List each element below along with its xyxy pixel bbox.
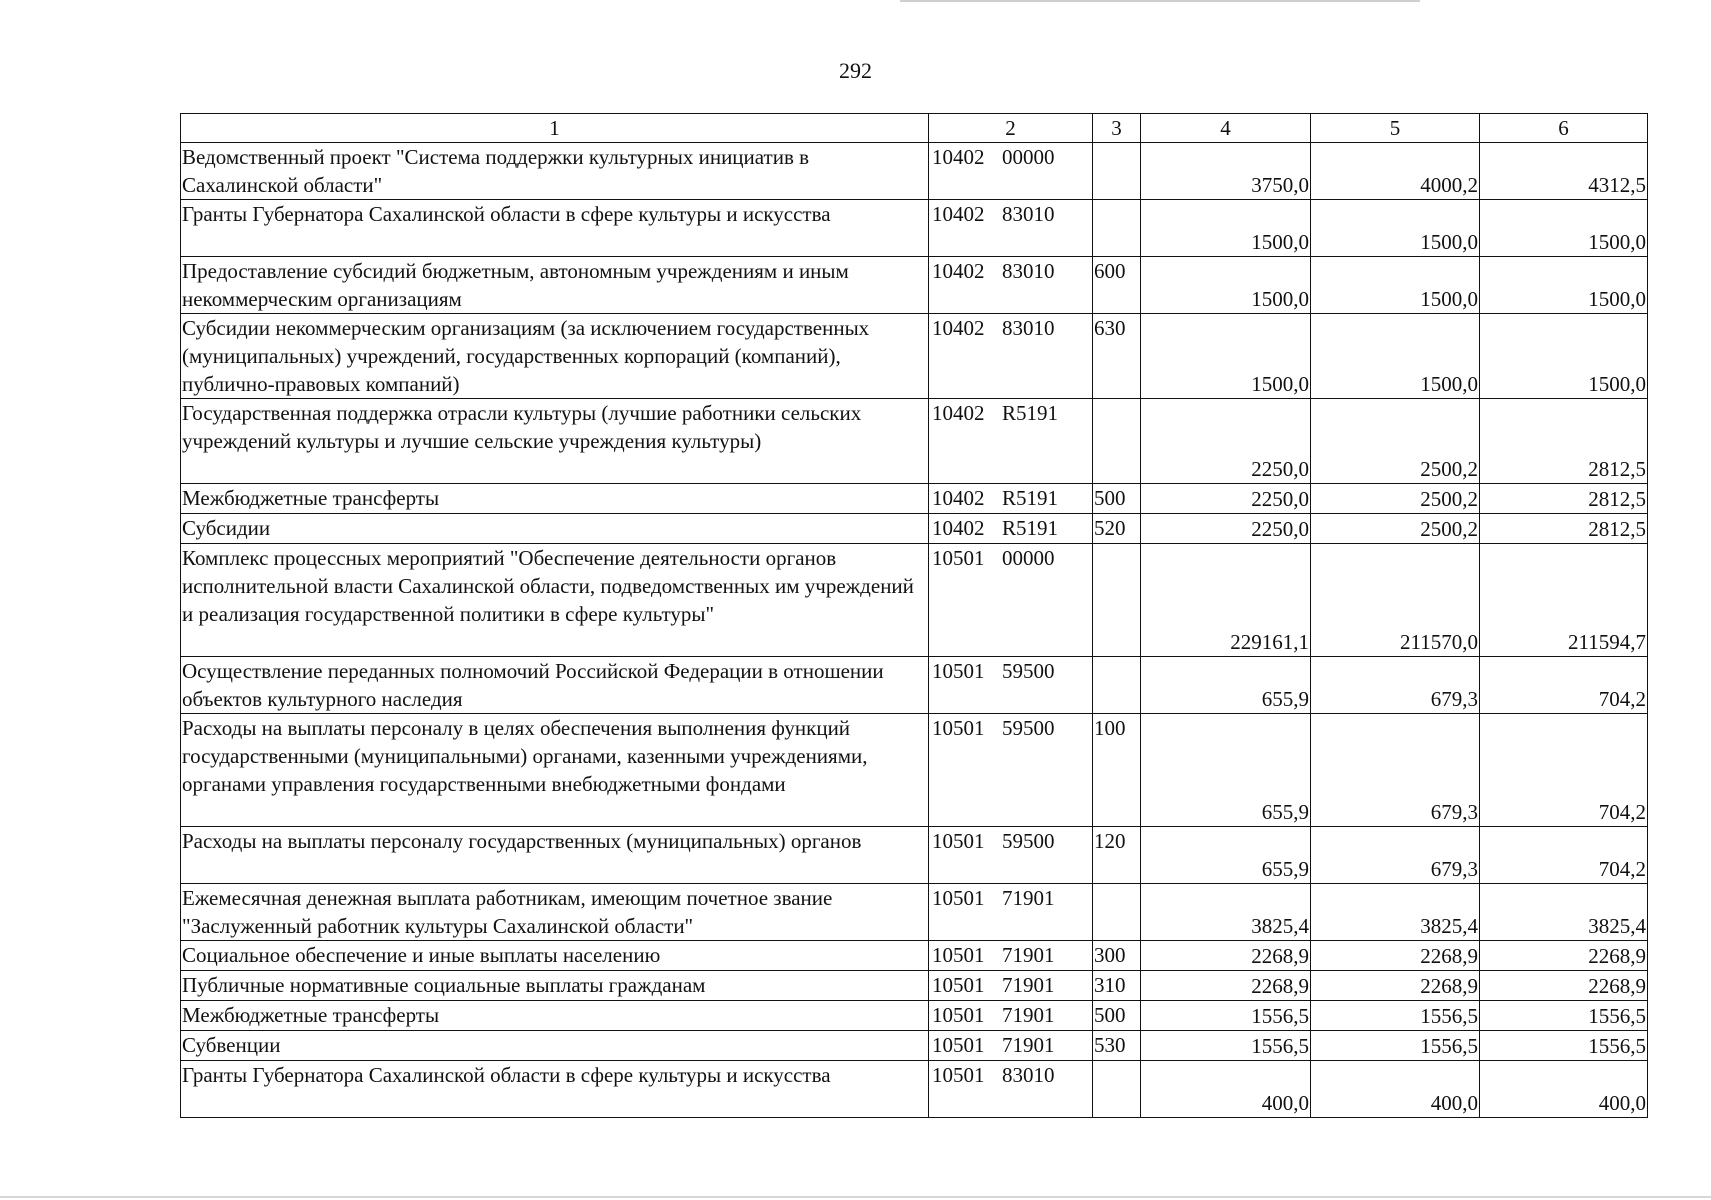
row-code-direction: 71901 — [1002, 943, 1055, 967]
row-code — [929, 827, 1093, 884]
row-name: Расходы на выплаты персоналу государственных (муниципальных) органов — [181, 827, 929, 884]
row-value-5: 679,3 — [1311, 657, 1480, 714]
scan-artifact-top-line — [900, 0, 1420, 2]
row-code — [929, 544, 1093, 657]
row-value-6: 2812,5 — [1480, 514, 1648, 544]
row-value-5: 400,0 — [1311, 1061, 1480, 1118]
row-code-program: 10501 — [932, 1033, 985, 1057]
row-value-5: 1556,5 — [1311, 1001, 1480, 1031]
row-value-4: 655,9 — [1141, 714, 1311, 827]
row-code-program: 10501 — [932, 886, 985, 910]
row-value-5: 2268,9 — [1311, 971, 1480, 1001]
row-name: Ведомственный проект "Система поддержки культурных инициатив в Сахалинской области" — [181, 143, 929, 200]
row-expense-type: 120 — [1093, 827, 1141, 884]
row-code-program: 10402 — [932, 202, 985, 226]
row-code — [929, 399, 1093, 484]
row-value-4: 3825,4 — [1141, 884, 1311, 941]
row-name: Межбюджетные трансферты — [181, 1001, 929, 1031]
row-value-5: 2500,2 — [1311, 484, 1480, 514]
row-name: Расходы на выплаты персоналу в целях обеспечения выполнения функций государственными (муниципальными) органами, казенными учреждениями, органами управления государственными внебюджетными фондами — [181, 714, 929, 827]
row-code-direction: 83010 — [1002, 1063, 1055, 1087]
table-row — [181, 257, 1648, 314]
row-value-5: 4000,2 — [1311, 143, 1480, 200]
row-value-4: 1556,5 — [1141, 1031, 1311, 1061]
budget-table — [180, 113, 1648, 1118]
row-name: Государственная поддержка отрасли культуры (лучшие работники сельских учреждений культуры и лучшие сельские учреждения культуры) — [181, 399, 929, 484]
row-code-direction: 71901 — [1002, 973, 1055, 997]
row-expense-type — [1093, 143, 1141, 200]
row-expense-type: 100 — [1093, 714, 1141, 827]
table-header-row — [181, 114, 1648, 143]
row-value-5: 2500,2 — [1311, 399, 1480, 484]
row-code — [929, 1031, 1093, 1061]
row-name: Предоставление субсидий бюджетным, автономным учреждениям и иным некоммерческим организациям — [181, 257, 929, 314]
row-name: Публичные нормативные социальные выплаты гражданам — [181, 971, 929, 1001]
row-expense-type — [1093, 657, 1141, 714]
row-name: Межбюджетные трансферты — [181, 484, 929, 514]
row-value-6: 2268,9 — [1480, 971, 1648, 1001]
row-code-program: 10402 — [932, 516, 985, 540]
row-value-6: 211594,7 — [1480, 544, 1648, 657]
row-value-5: 2500,2 — [1311, 514, 1480, 544]
row-value-4: 3750,0 — [1141, 143, 1311, 200]
row-value-5: 679,3 — [1311, 827, 1480, 884]
row-value-4: 400,0 — [1141, 1061, 1311, 1118]
row-expense-type — [1093, 884, 1141, 941]
row-code-program: 10501 — [932, 829, 985, 853]
table-row — [181, 827, 1648, 884]
row-code — [929, 484, 1093, 514]
row-code — [929, 941, 1093, 971]
row-code-program: 10501 — [932, 1063, 985, 1087]
row-value-4: 2250,0 — [1141, 514, 1311, 544]
scan-artifact-bottom-line — [0, 1196, 1711, 1198]
row-expense-type: 300 — [1093, 941, 1141, 971]
row-value-4: 2268,9 — [1141, 941, 1311, 971]
row-value-4: 2268,9 — [1141, 971, 1311, 1001]
row-code-program: 10402 — [932, 259, 985, 283]
row-expense-type: 500 — [1093, 1001, 1141, 1031]
row-value-6: 704,2 — [1480, 714, 1648, 827]
row-value-6: 1500,0 — [1480, 257, 1648, 314]
row-value-6: 704,2 — [1480, 827, 1648, 884]
row-value-5: 1500,0 — [1311, 314, 1480, 399]
row-code — [929, 257, 1093, 314]
row-code-program: 10501 — [932, 973, 985, 997]
row-code-direction: 71901 — [1002, 886, 1055, 910]
row-code-direction: 71901 — [1002, 1033, 1055, 1057]
row-value-6: 1500,0 — [1480, 200, 1648, 257]
row-code — [929, 200, 1093, 257]
row-code-direction: 83010 — [1002, 316, 1055, 340]
table-row — [181, 1001, 1648, 1031]
row-code-direction: R5191 — [1002, 401, 1059, 425]
row-code-direction: R5191 — [1002, 516, 1059, 540]
row-value-5: 1500,0 — [1311, 200, 1480, 257]
row-value-6: 2268,9 — [1480, 941, 1648, 971]
row-name: Субвенции — [181, 1031, 929, 1061]
column-header-5: 5 — [1311, 114, 1480, 143]
row-value-5: 3825,4 — [1311, 884, 1480, 941]
row-code-direction: 83010 — [1002, 202, 1055, 226]
row-code — [929, 714, 1093, 827]
row-value-5: 211570,0 — [1311, 544, 1480, 657]
row-value-4: 1556,5 — [1141, 1001, 1311, 1031]
row-code-direction: 83010 — [1002, 259, 1055, 283]
row-code-program: 10402 — [932, 316, 985, 340]
row-value-4: 1500,0 — [1141, 200, 1311, 257]
row-name: Осуществление переданных полномочий Российской Федерации в отношении объектов культурного наследия — [181, 657, 929, 714]
row-value-4: 2250,0 — [1141, 399, 1311, 484]
row-name: Субсидии некоммерческим организациям (за исключением государственных (муниципальных) учреждений, государственных корпораций (компаний), публично-правовых компаний) — [181, 314, 929, 399]
row-code-direction: 71901 — [1002, 1003, 1055, 1027]
row-name: Гранты Губернатора Сахалинской области в сфере культуры и искусства — [181, 1061, 929, 1118]
row-code-program: 10501 — [932, 1003, 985, 1027]
row-code — [929, 884, 1093, 941]
row-value-6: 400,0 — [1480, 1061, 1648, 1118]
row-value-4: 655,9 — [1141, 827, 1311, 884]
table-row — [181, 514, 1648, 544]
row-value-4: 1500,0 — [1141, 257, 1311, 314]
row-value-6: 1556,5 — [1480, 1031, 1648, 1061]
row-expense-type: 600 — [1093, 257, 1141, 314]
row-value-4: 229161,1 — [1141, 544, 1311, 657]
row-expense-type: 500 — [1093, 484, 1141, 514]
table-row — [181, 314, 1648, 399]
column-header-6: 6 — [1480, 114, 1648, 143]
table-row — [181, 971, 1648, 1001]
row-expense-type — [1093, 1061, 1141, 1118]
row-value-4: 655,9 — [1141, 657, 1311, 714]
row-value-5: 2268,9 — [1311, 941, 1480, 971]
table-body — [181, 143, 1648, 1118]
table-row — [181, 657, 1648, 714]
row-expense-type: 530 — [1093, 1031, 1141, 1061]
row-code-direction: 59500 — [1002, 659, 1055, 683]
row-code — [929, 1001, 1093, 1031]
row-code — [929, 657, 1093, 714]
row-value-5: 679,3 — [1311, 714, 1480, 827]
row-name: Социальное обеспечение и иные выплаты населению — [181, 941, 929, 971]
row-expense-type: 520 — [1093, 514, 1141, 544]
row-code — [929, 1061, 1093, 1118]
row-expense-type: 310 — [1093, 971, 1141, 1001]
row-value-6: 4312,5 — [1480, 143, 1648, 200]
table-row — [181, 1031, 1648, 1061]
row-code-program: 10402 — [932, 486, 985, 510]
row-value-6: 2812,5 — [1480, 484, 1648, 514]
row-expense-type — [1093, 399, 1141, 484]
row-value-6: 1556,5 — [1480, 1001, 1648, 1031]
table-row — [181, 941, 1648, 971]
row-name: Комплекс процессных мероприятий "Обеспечение деятельности органов исполнительной власти Сахалинской области, подведомственных им учреждений и реализация государственной политики в сфере культуры" — [181, 544, 929, 657]
row-value-6: 3825,4 — [1480, 884, 1648, 941]
column-header-2: 2 — [929, 114, 1093, 143]
table-row — [181, 143, 1648, 200]
row-name: Гранты Губернатора Сахалинской области в сфере культуры и искусства — [181, 200, 929, 257]
row-code-program: 10501 — [932, 546, 985, 570]
row-code-direction: 59500 — [1002, 716, 1055, 740]
row-code-program: 10501 — [932, 659, 985, 683]
table-row — [181, 1061, 1648, 1118]
row-value-6: 1500,0 — [1480, 314, 1648, 399]
page-number: 292 — [839, 58, 872, 83]
row-code-program: 10402 — [932, 145, 985, 169]
table-row — [181, 399, 1648, 484]
row-code-direction: 00000 — [1002, 546, 1055, 570]
column-header-1: 1 — [181, 114, 929, 143]
table-row — [181, 544, 1648, 657]
row-code-program: 10501 — [932, 943, 985, 967]
row-value-4: 2250,0 — [1141, 484, 1311, 514]
row-expense-type — [1093, 544, 1141, 657]
row-code-program: 10402 — [932, 401, 985, 425]
column-header-3: 3 — [1093, 114, 1141, 143]
table-row — [181, 484, 1648, 514]
row-value-6: 2812,5 — [1480, 399, 1648, 484]
table-row — [181, 884, 1648, 941]
row-code — [929, 514, 1093, 544]
row-code-program: 10501 — [932, 716, 985, 740]
row-name: Ежемесячная денежная выплата работникам, имеющим почетное звание "Заслуженный работник культуры Сахалинской области" — [181, 884, 929, 941]
row-code-direction: 59500 — [1002, 829, 1055, 853]
row-code-direction: R5191 — [1002, 486, 1059, 510]
row-expense-type — [1093, 200, 1141, 257]
row-value-4: 1500,0 — [1141, 314, 1311, 399]
column-header-4: 4 — [1141, 114, 1311, 143]
row-value-5: 1500,0 — [1311, 257, 1480, 314]
row-value-5: 1556,5 — [1311, 1031, 1480, 1061]
row-value-6: 704,2 — [1480, 657, 1648, 714]
row-code — [929, 971, 1093, 1001]
row-expense-type: 630 — [1093, 314, 1141, 399]
table-row — [181, 200, 1648, 257]
table-row — [181, 714, 1648, 827]
row-code-direction: 00000 — [1002, 145, 1055, 169]
row-name: Субсидии — [181, 514, 929, 544]
row-code — [929, 314, 1093, 399]
row-code — [929, 143, 1093, 200]
